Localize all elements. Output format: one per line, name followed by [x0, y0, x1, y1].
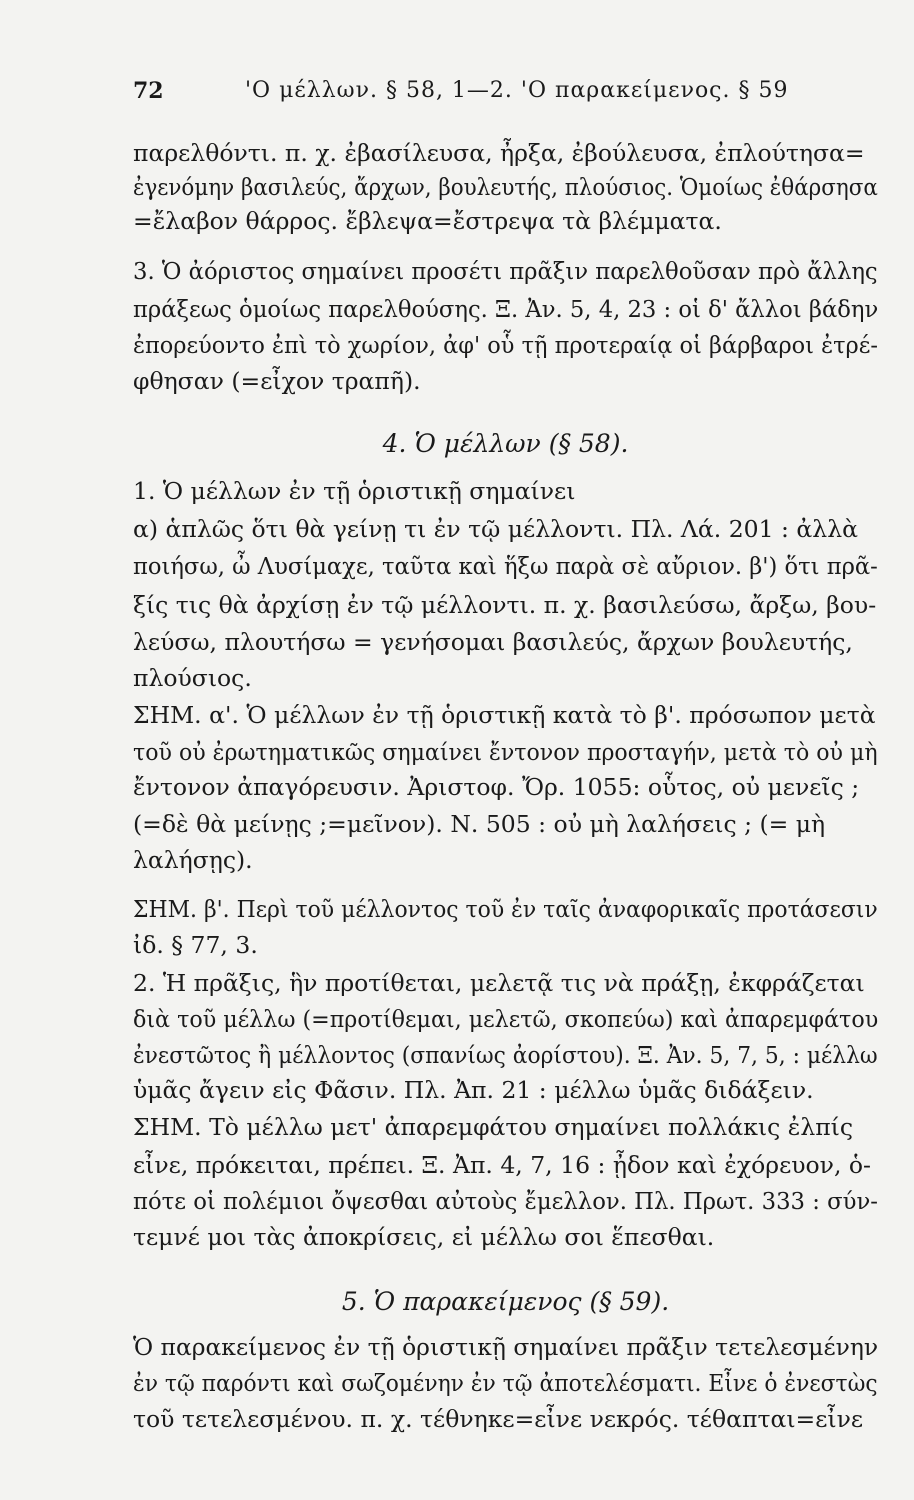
text-line: ἐπορεύοντο ἐπὶ τὸ χωρίον, ἀφ' οὗ τῇ προτεραίᾳ οἱ βάρβαροι ἐτρέ-: [133, 331, 878, 359]
text-line: ξίς τις θὰ ἀρχίσῃ ἐν τῷ μέλλοντι. π. χ. βασιλεύσω, ἄρξω, βου-: [133, 591, 877, 619]
text-line: =ἔλαβον θάρρος. ἔβλεψα=ἔστρεψα τὰ βλέμματα.: [133, 207, 722, 235]
page-number: 72: [133, 78, 164, 104]
page-header: [133, 78, 878, 114]
section-heading: 5. Ὁ παρακείμενος (§ 59).: [341, 1287, 670, 1316]
text-line: (=δὲ θὰ μείνῃς ;=μεῖνον). Ν. 505 : οὐ μὴ λαλήσεις ; (= μὴ: [133, 810, 826, 838]
text-line: πράξεως ὁμοίως παρελθούσης. Ξ. Ἀν. 5, 4, 23 : οἱ δ' ἄλλοι βάδην: [133, 295, 879, 323]
text-line: λεύσω, πλουτήσω = γενήσομαι βασιλεύς, ἄρχων βουλευτής,: [133, 628, 853, 656]
text-line: πότε οἱ πολέμιοι ὄψεσθαι αὐτοὺς ἔμελλον. Πλ. Πρωτ. 333 : σύν-: [133, 1187, 878, 1215]
text-line: παρελθόντι. π. χ. ἐβασίλευσα, ἦρξα, ἐβούλευσα, ἐπλούτησα=: [133, 139, 865, 167]
text-line: τεμνέ μοι τὰς ἀποκρίσεις, εἰ μέλλω σοι ἕπεσθαι.: [133, 1223, 715, 1251]
text-line: ποιήσω, ὦ Λυσίμαχε, ταῦτα καὶ ἥξω παρὰ σὲ αὔριον. β') ὅτι πρᾶ-: [133, 552, 878, 580]
text-line: ἐν τῷ παρόντι καὶ σωζομένην ἐν τῷ ἀποτελέσματι. Εἶνε ὁ ἐνεστὼς: [133, 1369, 878, 1397]
text-line: 1. Ὁ μέλλων ἐν τῇ ὁριστικῇ σημαίνει: [133, 477, 576, 505]
text-line: φθησαν (=εἶχον τραπῆ).: [133, 367, 421, 395]
text-line: ἐνεστῶτος ἢ μέλλοντος (σπανίως ἀορίστου). Ξ. Ἀν. 5, 7, 5, : μέλλω: [133, 1041, 878, 1069]
text-line: ἐγενόμην βασιλεύς, ἄρχων, βουλευτής, πλούσιος. Ὁμοίως ἐθάρσησα: [133, 173, 878, 201]
text-line: Ὁ παρακείμενος ἐν τῇ ὁριστικῇ σημαίνει πρᾶξιν τετελεσμένην: [133, 1333, 879, 1361]
text-line: ΣΗΜ. α'. Ὁ μέλλων ἐν τῇ ὁριστικῇ κατὰ τὸ β'. πρόσωπον μετὰ: [133, 701, 876, 729]
text-line: εἶνε, πρόκειται, πρέπει. Ξ. Ἀπ. 4, 7, 16 : ᾖδον καὶ ἐχόρευον, ὁ-: [133, 1151, 871, 1179]
text-line: τοῦ οὐ ἐρωτηματικῶς σημαίνει ἔντονον προσταγήν, μετὰ τὸ οὐ μὴ: [133, 738, 878, 766]
text-line: α) ἁπλῶς ὅτι θὰ γείνῃ τι ἐν τῷ μέλλοντι. Πλ. Λά. 201 : ἀλλὰ: [133, 515, 858, 543]
text-line: λαλήσῃς).: [133, 846, 253, 874]
text-line: πλούσιος.: [133, 664, 252, 692]
text-line: ἔντονον ἀπαγόρευσιν. Ἀριστοφ. Ὄρ. 1055: οὗτος, οὐ μενεῖς ;: [133, 773, 860, 801]
running-title: 'Ο μέλλων. § 58, 1—2. 'Ο παρακείμενος. § 59: [245, 78, 789, 103]
text-line: ὑμᾶς ἄγειν εἰς Φᾶσιν. Πλ. Ἀπ. 21 : μέλλω ὑμᾶς διδάξειν.: [133, 1076, 814, 1104]
text-line: ΣΗΜ. Τὸ μέλλω μετ' ἀπαρεμφάτου σημαίνει πολλάκις ἐλπίς: [133, 1113, 854, 1141]
text-line: ἰδ. § 77, 3.: [133, 931, 258, 959]
text-line: 3. Ὁ ἀόριστος σημαίνει προσέτι πρᾶξιν παρελθοῦσαν πρὸ ἄλλης: [133, 257, 878, 285]
text-line: διὰ τοῦ μέλλω (=προτίθεμαι, μελετῶ, σκοπεύω) καὶ ἀπαρεμφάτου: [133, 1005, 879, 1033]
section-heading: 4. Ὁ μέλλων (§ 58).: [382, 429, 629, 458]
text-line: ΣΗΜ. β'. Περὶ τοῦ μέλλοντος τοῦ ἐν ταῖς ἀναφορικαῖς προτάσεσιν: [133, 895, 878, 923]
text-line: τοῦ τετελεσμένου. π. χ. τέθνηκε=εἶνε νεκρός. τέθαπται=εἶνε: [133, 1405, 864, 1433]
text-line: 2. Ἡ πρᾶξις, ἣν προτίθεται, μελετᾷ τις νὰ πράξῃ, ἐκφράζεται: [133, 969, 865, 997]
